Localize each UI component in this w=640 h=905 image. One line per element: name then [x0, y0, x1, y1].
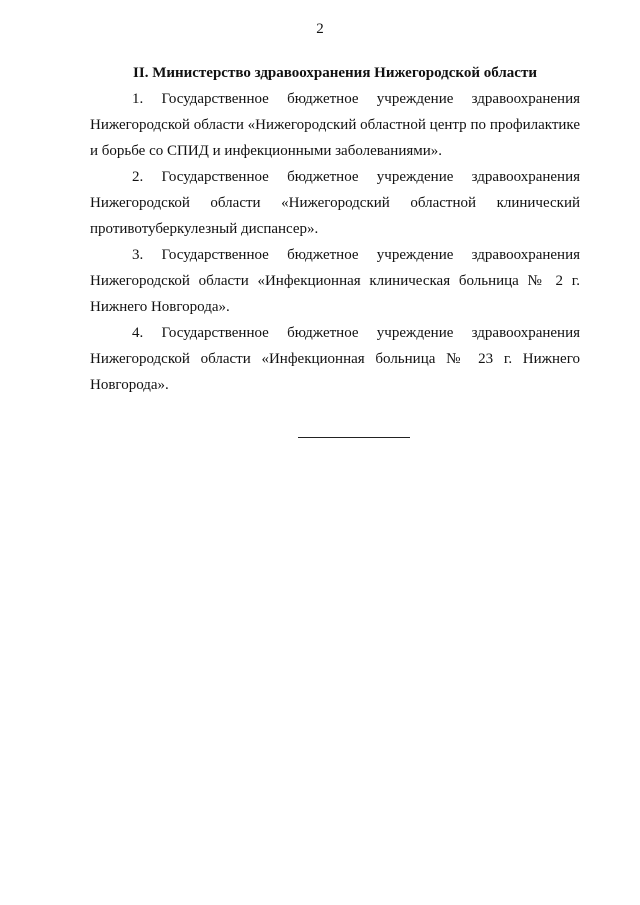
list-item: 4. Государственное бюджетное учреждение здравоохранения Нижегородской области «Инфекционная больница № 23 г. Нижнего Новгорода». [90, 325, 580, 393]
list-item: 2. Государственное бюджетное учреждение здравоохранения Нижегородской области «Нижегородский областной клинический противотуберкулезный диспансер». [90, 169, 580, 237]
page-number: 2 [316, 21, 324, 37]
end-divider [298, 437, 410, 438]
list-item: 1. Государственное бюджетное учреждение здравоохранения Нижегородской области «Нижегородский областной центр по профилактике и борьбе со СПИД и инфекционными заболеваниями». [90, 91, 580, 159]
section-title: II. Министерство здравоохранения Нижегородской области [133, 65, 537, 81]
section-content [90, 60, 580, 398]
list-item: 3. Государственное бюджетное учреждение здравоохранения Нижегородской области «Инфекционная клиническая больница № 2 г. Нижнего Новгорода». [90, 247, 580, 315]
